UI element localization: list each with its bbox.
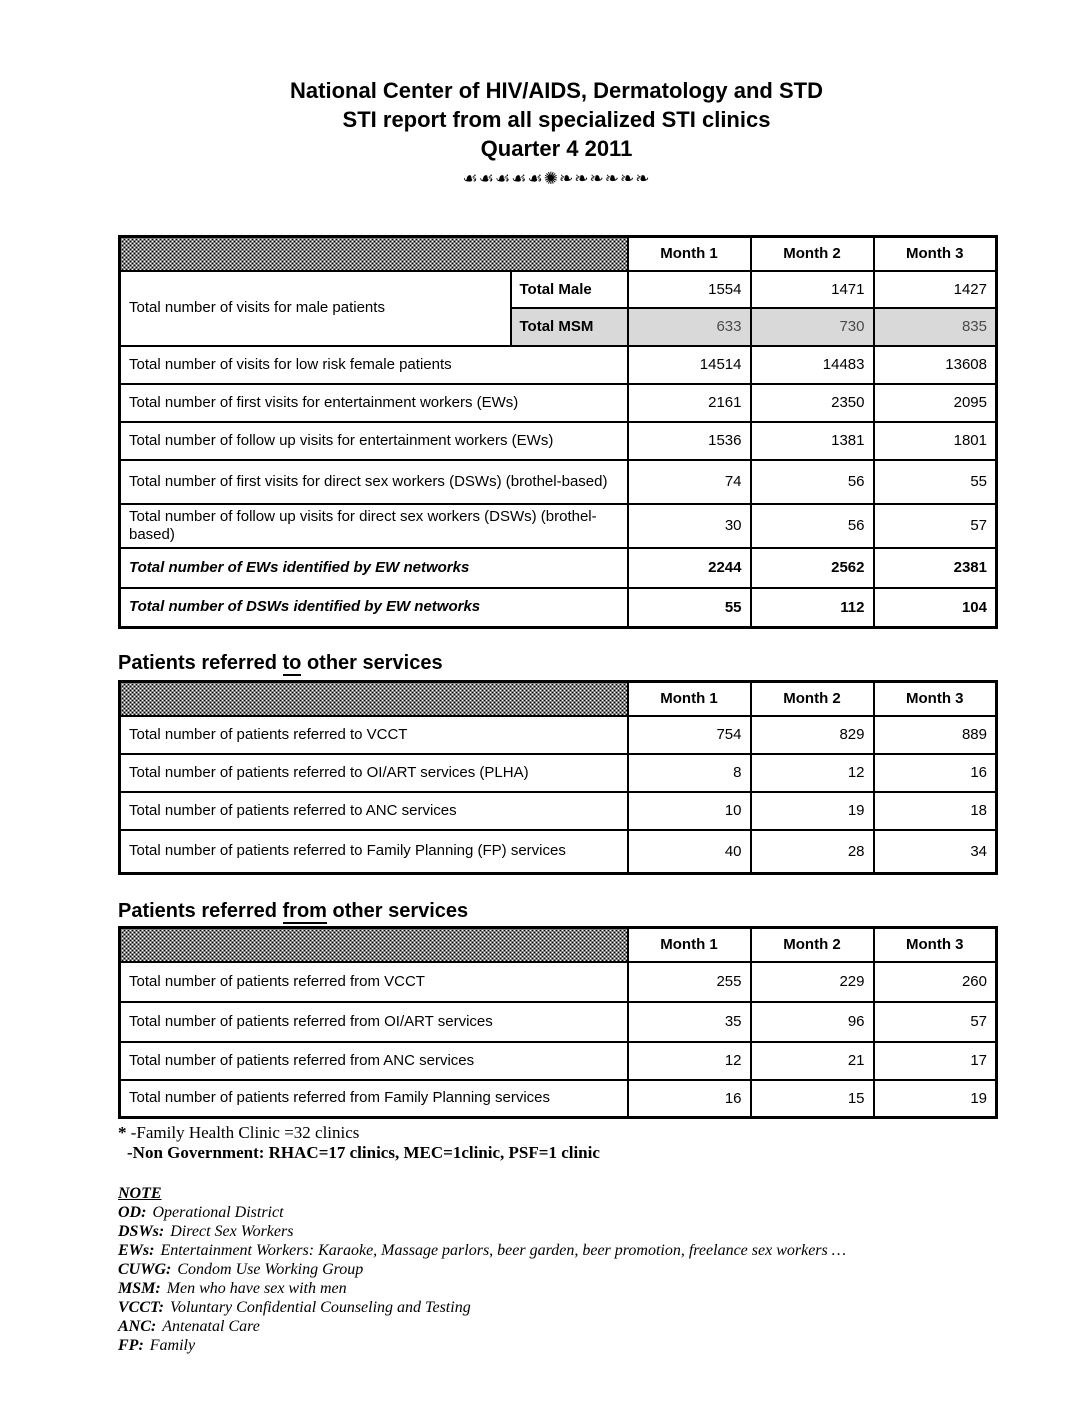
value-cell: 55 <box>628 588 751 628</box>
note-abbr: FP: <box>118 1337 144 1354</box>
month-3-header: Month 3 <box>874 237 997 271</box>
hatched-spacer-cell <box>120 237 628 271</box>
footnote-line-1 <box>118 1123 995 1143</box>
value-cell: 55 <box>874 460 997 504</box>
value-cell: 2381 <box>874 548 997 588</box>
table-row <box>120 384 997 422</box>
footnote-text: -Family Health Clinic =32 clinics <box>130 1123 360 1142</box>
value-cell: 730 <box>751 308 874 346</box>
row-label: Total number of patients referred from VCCT <box>120 962 628 1002</box>
row-label: Total number of visits for male patients <box>120 271 511 346</box>
value-cell: 829 <box>751 716 874 754</box>
value-cell: 16 <box>874 754 997 792</box>
ornament-divider: ☙☙☙☙☙✺❧❧❧❧❧❧ <box>462 169 651 188</box>
note-desc: Antenatal Care <box>162 1318 260 1335</box>
table-row <box>120 271 997 308</box>
value-cell: 40 <box>628 830 751 874</box>
heading-underlined-word: to <box>282 652 302 674</box>
note-abbr: DSWs: <box>118 1223 165 1240</box>
section-heading-referred-from <box>118 899 995 923</box>
row-label: Total number of patients referred from Family Planning services <box>120 1080 628 1118</box>
value-cell: 1554 <box>628 271 751 308</box>
row-label: Total number of patients referred from OI/ART services <box>120 1002 628 1042</box>
value-cell: 12 <box>751 754 874 792</box>
month-1-header: Month 1 <box>628 682 751 716</box>
heading-text: other services <box>326 900 469 922</box>
month-1-header: Month 1 <box>628 237 751 271</box>
referred-from-table <box>118 926 998 1119</box>
value-cell: 19 <box>874 1080 997 1118</box>
note-desc: Voluntary Confidential Counseling and Testing <box>169 1299 471 1316</box>
table-row-ew-networks <box>120 548 997 588</box>
table-row <box>120 754 997 792</box>
value-cell: 104 <box>874 588 997 628</box>
value-cell: 2244 <box>628 548 751 588</box>
note-desc: Family <box>149 1337 196 1354</box>
asterisk-marker: * <box>118 1123 127 1142</box>
value-cell: 2350 <box>751 384 874 422</box>
value-cell: 18 <box>874 792 997 830</box>
note-line <box>118 1222 995 1241</box>
row-label: Total number of first visits for direct sex workers (DSWs) (brothel-based) <box>120 460 628 504</box>
row-label: Total number of follow up visits for direct sex workers (DSWs) (brothel-based) <box>120 504 628 548</box>
value-cell: 2095 <box>874 384 997 422</box>
month-3-header: Month 3 <box>874 928 997 962</box>
hatched-spacer-cell <box>120 928 628 962</box>
value-cell: 112 <box>751 588 874 628</box>
note-line <box>118 1336 995 1355</box>
value-cell: 14483 <box>751 346 874 384</box>
heading-underlined-word: from <box>282 900 327 922</box>
note-abbr: ANC: <box>118 1318 157 1335</box>
value-cell: 1801 <box>874 422 997 460</box>
row-label: Total number of first visits for entertainment workers (EWs) <box>120 384 628 422</box>
value-cell: 56 <box>751 504 874 548</box>
row-label: Total number of patients referred from ANC services <box>120 1042 628 1080</box>
note-abbr: CUWG: <box>118 1261 172 1278</box>
month-2-header: Month 2 <box>751 928 874 962</box>
row-label: Total number of patients referred to VCCT <box>120 716 628 754</box>
value-cell: 21 <box>751 1042 874 1080</box>
value-cell: 15 <box>751 1080 874 1118</box>
table-header-row <box>120 237 997 271</box>
heading-text: Patients referred <box>118 900 283 922</box>
note-desc: Direct Sex Workers <box>170 1223 294 1240</box>
referred-to-table <box>118 680 998 875</box>
value-cell: 633 <box>628 308 751 346</box>
notes-section <box>118 1184 995 1355</box>
heading-text: Patients referred <box>118 652 283 674</box>
value-cell: 57 <box>874 1002 997 1042</box>
value-cell: 260 <box>874 962 997 1002</box>
note-abbr: OD: <box>118 1204 147 1221</box>
note-abbr: VCCT: <box>118 1299 164 1316</box>
table-row <box>120 792 997 830</box>
table-row-dsw-networks <box>120 588 997 628</box>
note-abbr: MSM: <box>118 1280 161 1297</box>
value-cell: 835 <box>874 308 997 346</box>
value-cell: 28 <box>751 830 874 874</box>
note-line <box>118 1279 995 1298</box>
table-header-row <box>120 928 997 962</box>
row-label: Total number of patients referred to ANC services <box>120 792 628 830</box>
value-cell: 13608 <box>874 346 997 384</box>
table-row <box>120 504 997 548</box>
value-cell: 2161 <box>628 384 751 422</box>
page-title: National Center of HIV/AIDS, Dermatology and STD <box>290 78 823 103</box>
row-label: Total number of visits for low risk female patients <box>120 346 628 384</box>
value-cell: 74 <box>628 460 751 504</box>
value-cell: 2562 <box>751 548 874 588</box>
value-cell: 255 <box>628 962 751 1002</box>
table-row <box>120 422 997 460</box>
sub-row-label: Total Male <box>511 271 628 308</box>
note-desc: Entertainment Workers: Karaoke, Massage parlors, beer garden, beer promotion, freelance sex workers … <box>160 1242 846 1259</box>
value-cell: 1536 <box>628 422 751 460</box>
report-title-block <box>118 0 995 163</box>
note-desc: Men who have sex with men <box>166 1280 347 1297</box>
quarter-label: Quarter 4 2011 <box>480 136 633 161</box>
value-cell: 229 <box>751 962 874 1002</box>
note-line <box>118 1260 995 1279</box>
footnote <box>118 1123 995 1163</box>
value-cell: 1427 <box>874 271 997 308</box>
value-cell: 1381 <box>751 422 874 460</box>
main-table <box>118 235 998 629</box>
value-cell: 1471 <box>751 271 874 308</box>
value-cell: 16 <box>628 1080 751 1118</box>
report-content <box>118 0 995 1355</box>
note-line <box>118 1241 995 1260</box>
table-row <box>120 1042 997 1080</box>
section-heading-referred-to <box>118 651 995 675</box>
value-cell: 30 <box>628 504 751 548</box>
row-label: Total number of patients referred to OI/ART services (PLHA) <box>120 754 628 792</box>
table-row <box>120 1080 997 1118</box>
row-label: Total number of patients referred to Family Planning (FP) services <box>120 830 628 874</box>
hatched-spacer-cell <box>120 682 628 716</box>
value-cell: 12 <box>628 1042 751 1080</box>
value-cell: 8 <box>628 754 751 792</box>
note-line <box>118 1203 995 1222</box>
value-cell: 35 <box>628 1002 751 1042</box>
notes-title: NOTE <box>118 1185 162 1202</box>
value-cell: 19 <box>751 792 874 830</box>
note-desc: Condom Use Working Group <box>177 1261 364 1278</box>
sub-row-label: Total MSM <box>511 308 628 346</box>
heading-text: other services <box>301 652 443 674</box>
table-row <box>120 1002 997 1042</box>
note-line <box>118 1317 995 1336</box>
note-abbr: EWs: <box>118 1242 155 1259</box>
report-subtitle: STI report from all specialized STI clinics <box>342 107 771 132</box>
table-header-row <box>120 682 997 716</box>
row-label: Total number of EWs identified by EW networks <box>120 548 628 588</box>
value-cell: 56 <box>751 460 874 504</box>
table-row <box>120 716 997 754</box>
value-cell: 10 <box>628 792 751 830</box>
value-cell: 14514 <box>628 346 751 384</box>
table-row <box>120 830 997 874</box>
footnote-line-2: -Non Government: RHAC=17 clinics, MEC=1clinic, PSF=1 clinic <box>127 1143 600 1162</box>
month-2-header: Month 2 <box>751 682 874 716</box>
value-cell: 17 <box>874 1042 997 1080</box>
value-cell: 889 <box>874 716 997 754</box>
month-3-header: Month 3 <box>874 682 997 716</box>
value-cell: 96 <box>751 1002 874 1042</box>
month-2-header: Month 2 <box>751 237 874 271</box>
table-row <box>120 962 997 1002</box>
table-row <box>120 460 997 504</box>
row-label: Total number of follow up visits for entertainment workers (EWs) <box>120 422 628 460</box>
note-desc: Operational District <box>152 1204 284 1221</box>
value-cell: 34 <box>874 830 997 874</box>
value-cell: 754 <box>628 716 751 754</box>
month-1-header: Month 1 <box>628 928 751 962</box>
row-label: Total number of DSWs identified by EW networks <box>120 588 628 628</box>
table-row <box>120 346 997 384</box>
value-cell: 57 <box>874 504 997 548</box>
note-line <box>118 1298 995 1317</box>
